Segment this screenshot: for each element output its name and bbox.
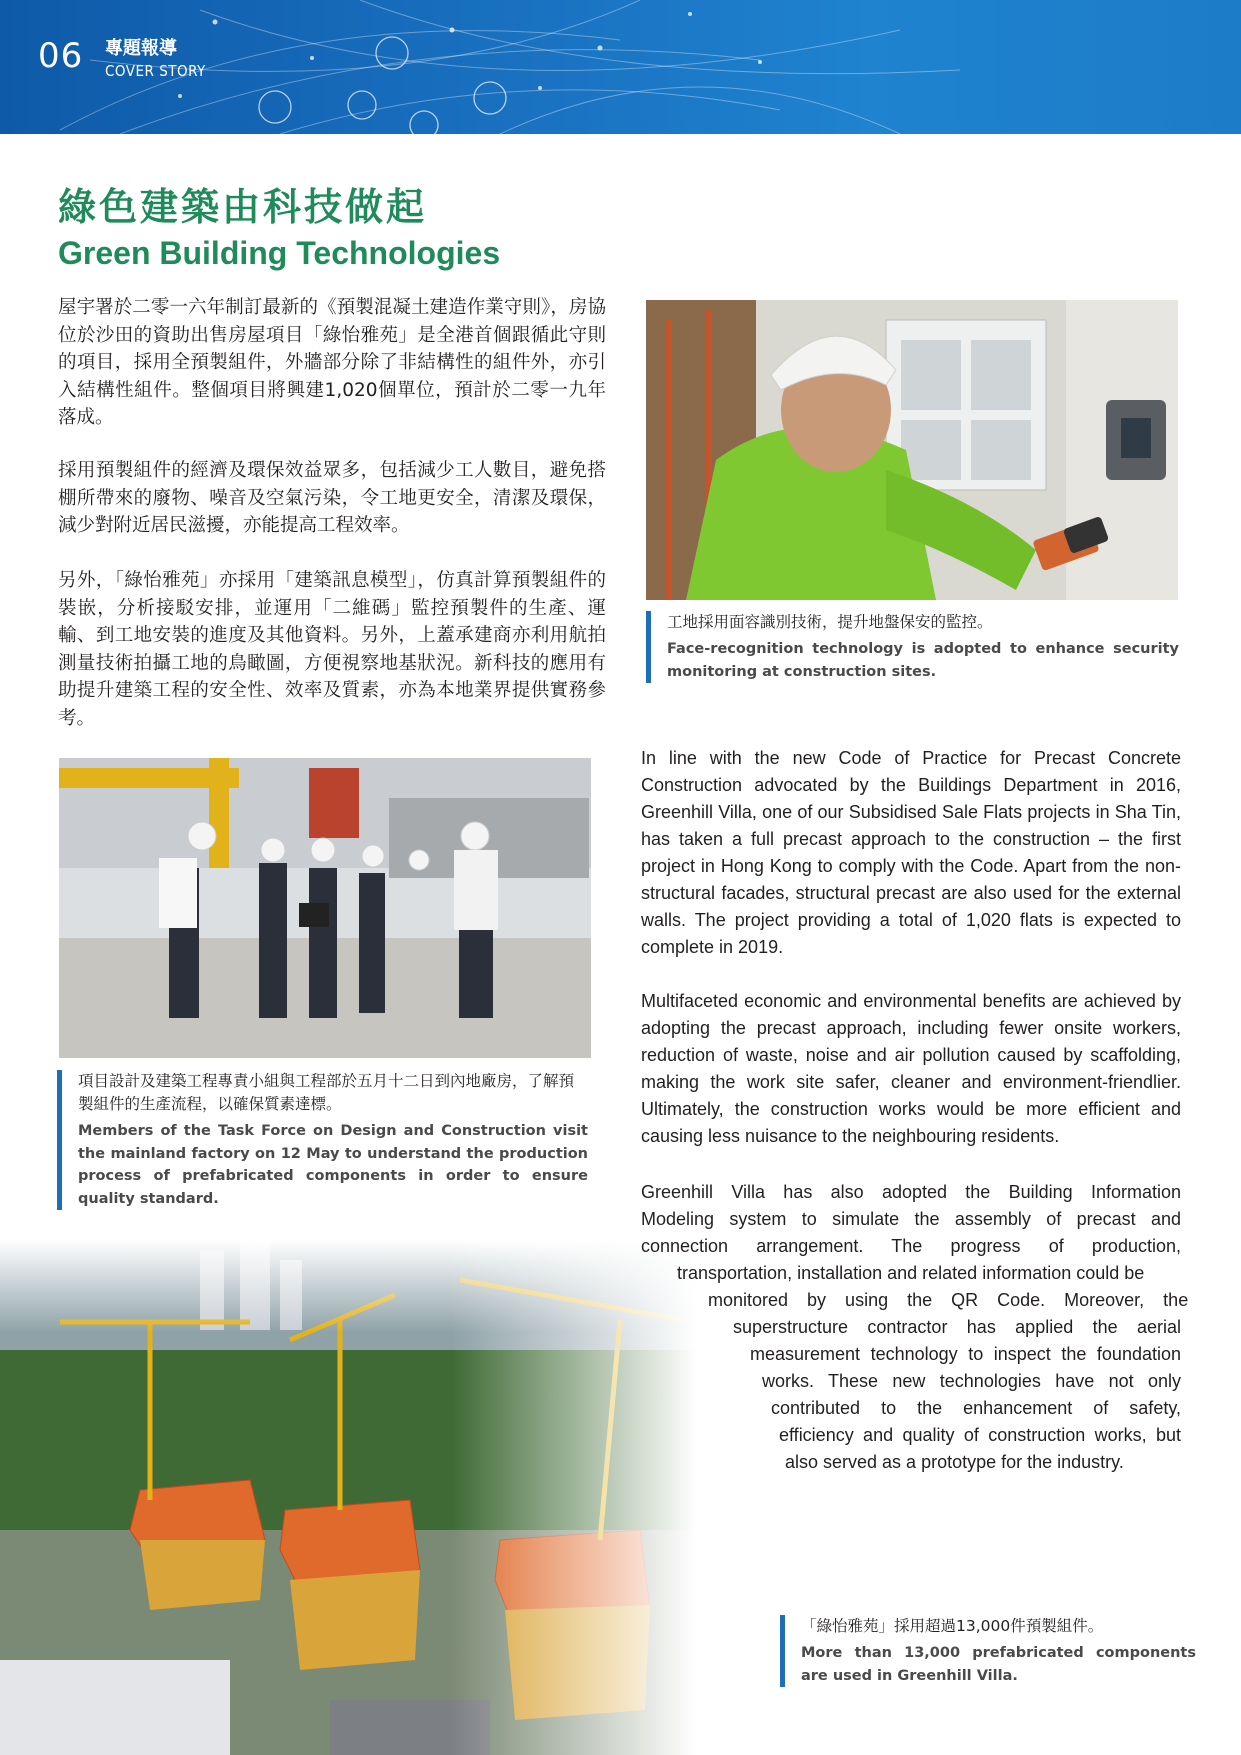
section-title-zh: 專題報導: [105, 38, 177, 59]
zh-paragraph-2: 採用預製組件的經濟及環保效益眾多，包括減少工人數目，避免搭棚所帶來的廢物、噪音及空氣污染，令工地更安全，清潔及環保，減少對附近居民滋擾，亦能提高工程效率。: [58, 460, 606, 536]
caption-factory-zh: 項目設計及建築工程專責小組與工程部於五月十二日到內地廠房，了解預製組件的生產流程，以確保質素達標。: [78, 1072, 575, 1113]
zh-paragraph-1: 屋宇署於二零一六年制訂最新的《預製混凝土建造作業守則》，房協位於沙田的資助出售房屋項目「綠怡雅苑」是全港首個跟循此守則的項目，採用全預製組件，外牆部分除了非結構性的組件外，亦引入結構性組件。整個項目將興建1,020個單位，預計於二零一九年落成。: [58, 297, 606, 428]
en-p3-line-11: also served as a prototype for the industry.: [785, 1452, 1124, 1472]
en-p3-line-2: Modeling system to simulate the assembly of precast and: [641, 1209, 1181, 1229]
en-p3-line-4: transportation, installation and related information could be: [677, 1263, 1145, 1283]
en-paragraph-2: Multifaceted economic and environmental benefits are achieved by adopting the precast approach, including fewer onsite workers, reduction of waste, noise and air pollution caused by scaffolding, making the work site safer, cleaner and environment-friendlier. Ultimately, the construction works would be more efficient and causing less nuisance to the neighbouring residents.: [641, 991, 1181, 1146]
en-p3-line-10: efficiency and quality of construction works, but: [779, 1425, 1181, 1445]
caption-aerial-zh: 「綠怡雅苑」採用超過13,000件預製組件。: [801, 1617, 1104, 1635]
section-title-en: COVER STORY: [105, 62, 206, 80]
factory-visit-photo: [59, 758, 591, 1058]
caption-face-en: Face-recognition technology is adopted to enhance security monitoring at construction sites.: [667, 641, 1179, 680]
page-number: 06: [38, 36, 84, 76]
caption-factory-visit: [57, 1070, 588, 1210]
caption-factory-en: Members of the Task Force on Design and Construction visit the mainland factory on 12 May to understand the production process of prefabricated components in order to ensure quality standard.: [78, 1123, 588, 1207]
caption-aerial-en: More than 13,000 prefabricated components are used in Greenhill Villa.: [801, 1645, 1196, 1684]
caption-aerial: [780, 1615, 1196, 1687]
en-p3-line-5: monitored by using the QR Code. Moreover, the: [708, 1290, 1189, 1310]
caption-face-zh: 工地採用面容識別技術，提升地盤保安的監控。: [667, 613, 993, 631]
aerial-site-photo: [0, 1240, 820, 1755]
en-p3-line-6: superstructure contractor has applied the aerial: [733, 1317, 1181, 1337]
article-title-en: Green Building Technologies: [58, 235, 501, 271]
en-p3-line-7: measurement technology to inspect the foundation: [750, 1344, 1181, 1364]
en-p3-line-9: contributed to the enhancement of safety,: [771, 1398, 1181, 1418]
en-p3-line-8: works. These new technologies have not only: [762, 1371, 1181, 1391]
en-p3-line-1: Greenhill Villa has also adopted the Building Information: [641, 1182, 1181, 1202]
header-banner: [0, 0, 1241, 134]
caption-face-recognition: [646, 611, 1179, 683]
face-recognition-photo: [646, 300, 1178, 600]
article-title-zh: 綠色建築由科技做起: [58, 185, 428, 229]
en-paragraph-1: In line with the new Code of Practice for Precast Concrete Construction advocated by the Buildings Department in 2016, Greenhill Villa, one of our Subsidised Sale Flats projects in Sha Tin, has taken a full precast approach to the construction – the first project in Hong Kong to comply with the Code. Apart from the non-structural facades, structural precast are also used for the external walls. The project providing a total of 1,020 flats is expected to complete in 2019.: [641, 748, 1181, 957]
zh-paragraph-3: 另外，「綠怡雅苑」亦採用「建築訊息模型」，仿真計算預製組件的裝嵌，分析接駁安排，並運用「二維碼」監控預製件的生產、運輸、到工地安裝的進度及其他資料。另外，上蓋承建商亦利用航拍測量技術拍攝工地的鳥瞰圖，方便視察地基狀況。新科技的應用有助提升建築工程的安全性、效率及質素，亦為本地業界提供實務參考。: [58, 570, 606, 729]
en-p3-line-3: connection arrangement. The progress of production,: [641, 1236, 1181, 1256]
